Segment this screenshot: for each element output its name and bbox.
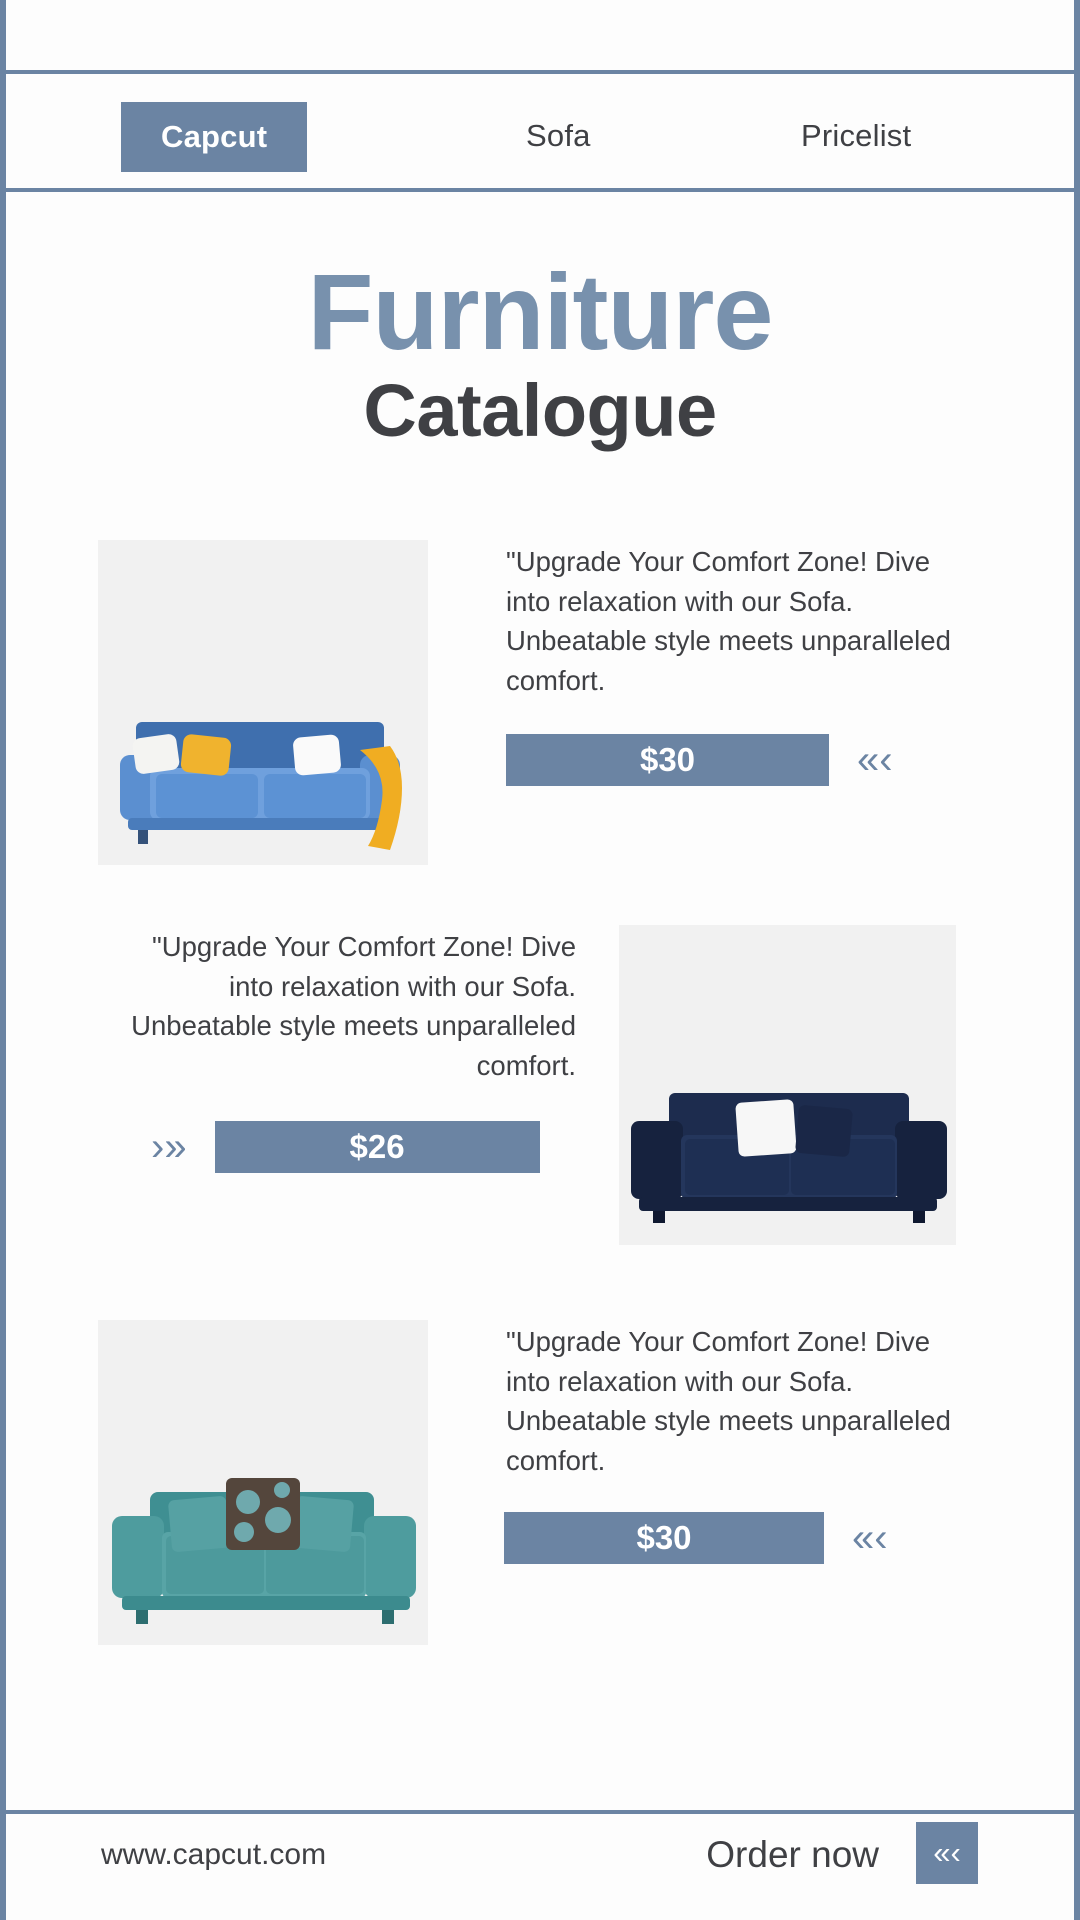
price-button-1[interactable]: $30 bbox=[506, 734, 829, 786]
product-row-1 bbox=[6, 540, 1074, 860]
website-url[interactable]: www.capcut.com bbox=[101, 1838, 327, 1871]
top-navigation bbox=[6, 70, 1074, 192]
product-row-3 bbox=[6, 1320, 1074, 1640]
product-image-3 bbox=[98, 1320, 428, 1645]
blue-sofa-illustration bbox=[98, 540, 428, 865]
title-sub: Catalogue bbox=[363, 369, 717, 452]
nav-item-sofa[interactable]: Sofa bbox=[526, 118, 591, 153]
product-description-2: "Upgrade Your Comfort Zone! Dive into relaxation with our Sofa. Unbeatable style meets unparalleled comfort. bbox=[131, 931, 576, 1081]
price-button-3[interactable]: $30 bbox=[504, 1512, 824, 1564]
nav-item-capcut[interactable]: Capcut bbox=[121, 102, 307, 172]
product-image-1 bbox=[98, 540, 428, 865]
price-row-1 bbox=[506, 734, 893, 786]
chevrons-right-icon-2[interactable]: ›» bbox=[151, 1125, 187, 1169]
nav-item-pricelist[interactable]: Pricelist bbox=[801, 118, 912, 153]
chevrons-left-icon-1[interactable]: «‹ bbox=[857, 738, 893, 782]
product-description-3: "Upgrade Your Comfort Zone! Dive into relaxation with our Sofa. Unbeatable style meets unparalleled comfort. bbox=[506, 1326, 951, 1476]
order-now-label[interactable]: Order now bbox=[706, 1834, 879, 1875]
order-now-chevrons-icon[interactable]: «‹ bbox=[916, 1822, 978, 1884]
chevrons-left-icon-3[interactable]: «‹ bbox=[852, 1516, 888, 1560]
product-row-2 bbox=[6, 925, 1074, 1250]
page-title bbox=[6, 251, 1074, 452]
price-button-2[interactable]: $26 bbox=[215, 1121, 540, 1173]
product-image-2 bbox=[619, 925, 956, 1245]
price-row-2 bbox=[151, 1121, 540, 1173]
navy-sofa-illustration bbox=[619, 925, 956, 1245]
price-row-3 bbox=[504, 1512, 888, 1564]
product-description-1: "Upgrade Your Comfort Zone! Dive into relaxation with our Sofa. Unbeatable style meets unparalleled comfort. bbox=[506, 546, 951, 696]
teal-sofa-illustration bbox=[98, 1320, 428, 1645]
title-main: Furniture bbox=[307, 251, 773, 372]
